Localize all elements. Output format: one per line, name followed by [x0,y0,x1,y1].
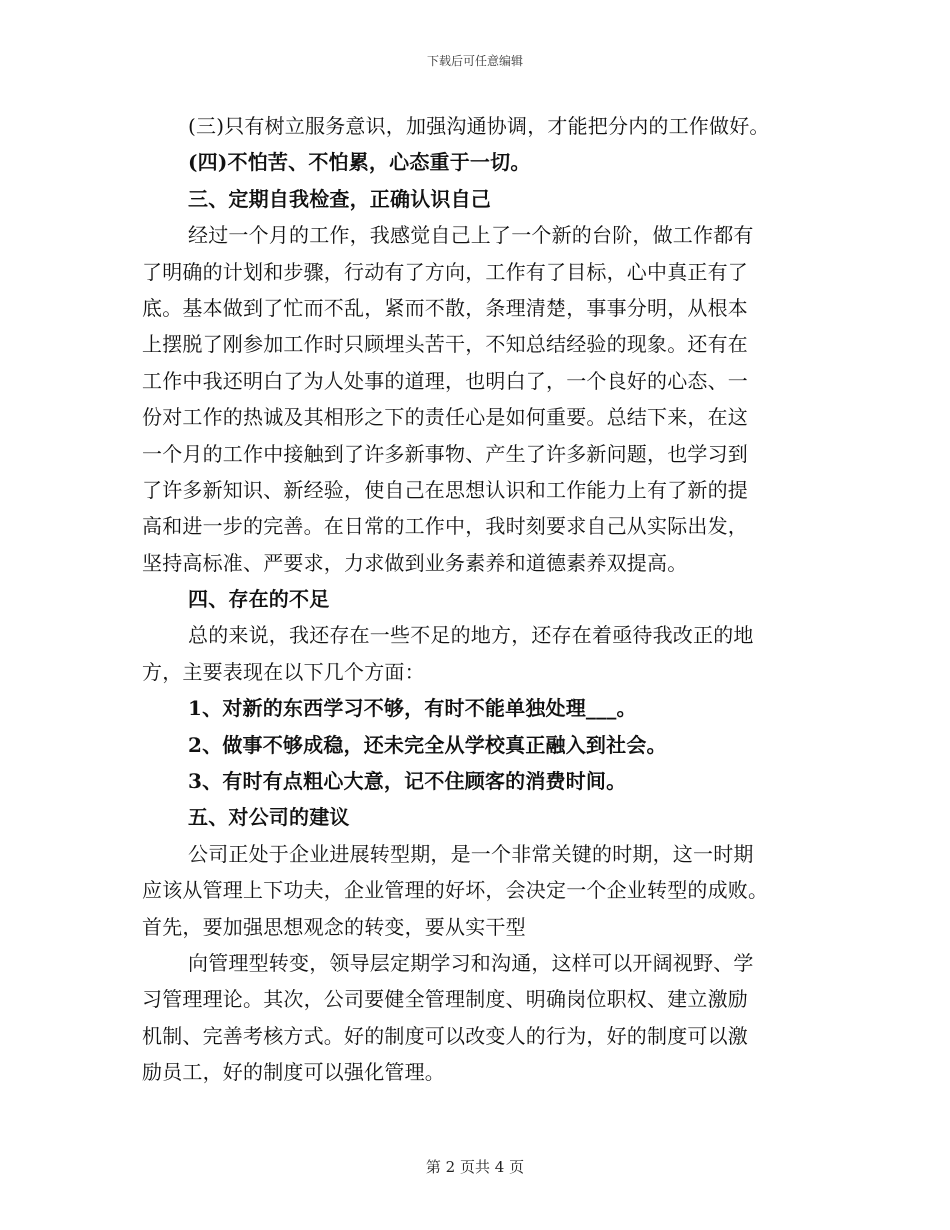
paragraph-line: 上摆脱了刚参加工作时只顾埋头苦干，不知总结经验的现象。还有在 [142,332,748,357]
paragraph-line: 份对工作的热诚及其相形之下的责任心是如何重要。总结下来，在这 [142,405,748,430]
paragraph-line: 公司正处于企业进展转型期，是一个非常关键的时期，这一时期 [188,841,754,866]
paragraph-line: 习管理理论。其次，公司要健全管理制度、明确岗位职权、建立激励 [142,987,748,1012]
paragraph-line: 首先，要加强思想观念的转变，要从实干型 [142,914,526,939]
list-item: 3、有时有点粗心大意，记不住顾客的消费时间。 [188,769,627,794]
paragraph-line: 总的来说，我还存在一些不足的地方，还存在着亟待我改正的地 [188,623,754,648]
paragraph-line: 经过一个月的工作，我感觉自己上了一个新的台阶，做工作都有 [188,223,754,248]
paragraph-line: 励员工，好的制度可以强化管理。 [142,1060,445,1085]
paragraph-line: 向管理型转变，领导层定期学习和沟通，这样可以开阔视野、学 [188,950,754,975]
section-heading: 五、对公司的建议 [188,805,350,830]
paragraph-line: 了明确的计划和步骤，行动有了方向，工作有了目标，心中真正有了 [142,259,748,284]
paragraph-line: 底。基本做到了忙而不乱，紧而不散，条理清楚，事事分明，从根本 [142,295,748,320]
page-footer: 第 2 页共 4 页 [425,1158,525,1176]
paragraph-line: 工作中我还明白了为人处事的道理，也明白了，一个良好的心态、一 [142,368,748,393]
section-heading: 四、存在的不足 [188,587,330,612]
paragraph-line: 了许多新知识、新经验，使自己在思想认识和工作能力上有了新的提 [142,477,748,502]
paragraph-line: 一个月的工作中接触到了许多新事物、产生了许多新问题，也学习到 [142,441,748,466]
list-item: 2、做事不够成稳，还未完全从学校真正融入到社会。 [188,732,667,757]
paragraph-line: 坚持高标准、严要求，力求做到业务素养和道德素养双提高。 [142,550,688,575]
document-body [142,108,810,1091]
page-header: 下载后可任意编辑 [426,54,523,68]
paragraph-line: 方，主要表现在以下几个方面： [142,659,425,684]
paragraph-line: (三)只有树立服务意识，加强沟通协调，才能把分内的工作做好。 [188,114,770,138]
paragraph-line: 应该从管理上下功夫，企业管理的好坏，会决定一个企业转型的成败。 [142,878,769,903]
paragraph-line: 机制、完善考核方式。好的制度可以改变人的行为，好的制度可以激 [142,1023,748,1048]
list-item: 1、对新的东西学习不够，有时不能单独处理___。 [188,696,637,721]
section-heading: 三、定期自我检查，正确认识自己 [188,186,491,211]
paragraph-line: 高和进一步的完善。在日常的工作中，我时刻要求自己从实际出发， [142,514,748,539]
subheading-line: (四)不怕苦、不怕累，心态重于一切。 [188,150,531,175]
